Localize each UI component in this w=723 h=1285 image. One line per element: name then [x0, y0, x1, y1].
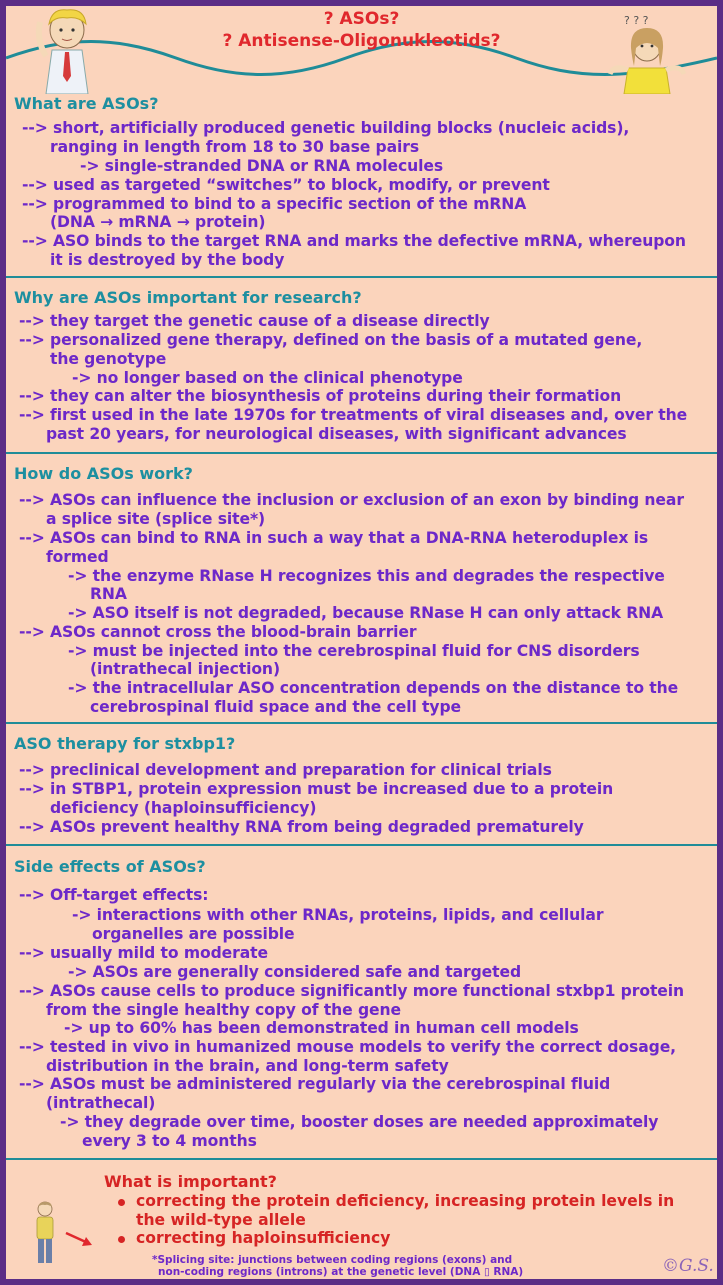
svg-text:? ? ?: ? ? ?: [624, 14, 649, 27]
text-line: --> they can alter the biosynthesis of proteins during their formation: [19, 387, 622, 405]
text-line: --> in STBP1, protein expression must be increased due to a protein: [19, 780, 614, 798]
text-line: --> tested in vivo in humanized mouse models to verify the correct dosage,: [19, 1038, 677, 1056]
text-line: --> first used in the late 1970s for treatments of viral diseases and, over the: [19, 406, 688, 424]
important-bullet-text: correcting haploinsufficiency: [136, 1229, 391, 1247]
text-line: deficiency (haploinsufficiency): [50, 799, 317, 817]
text-line: -> the enzyme RNase H recognizes this and degrades the respective: [68, 567, 665, 585]
text-line: --> usually mild to moderate: [19, 944, 268, 962]
text-line: formed: [46, 548, 109, 566]
text-line: -> no longer based on the clinical phenotype: [72, 369, 463, 387]
section-divider: [6, 452, 717, 454]
text-line: (DNA → mRNA → protein): [50, 213, 266, 231]
text-line: --> ASOs cannot cross the blood-brain barrier: [19, 623, 417, 641]
important-bullet-text: correcting the protein deficiency, increasing protein levels in: [136, 1192, 675, 1210]
important-bullet-text: the wild-type allele: [136, 1211, 306, 1229]
footnote-line: non-coding regions (introns) at the genetic level (DNA ▯ RNA): [158, 1266, 524, 1278]
text-line: every 3 to 4 months: [82, 1132, 257, 1150]
text-line: --> they target the genetic cause of a disease directly: [19, 312, 490, 330]
text-line: -> ASOs are generally considered safe and targeted: [68, 963, 522, 981]
important-heading: What is important?: [104, 1172, 277, 1191]
text-line: --> short, artificially produced genetic building blocks (nucleic acids),: [22, 119, 630, 137]
section-heading-side-effects: Side effects of ASOs?: [14, 857, 206, 876]
text-line: --> ASOs can bind to RNA in such a way that a DNA-RNA heteroduplex is: [19, 529, 649, 547]
bullet-dot: [118, 1199, 125, 1206]
text-line: past 20 years, for neurological diseases, with significant advances: [46, 425, 627, 443]
girl-illustration-icon: [602, 8, 692, 94]
header: [6, 6, 717, 98]
page-title-line2: ? Antisense-Oligonukleotids?: [222, 31, 501, 51]
text-line: --> ASOs must be administered regularly via the cerebrospinal fluid: [19, 1075, 611, 1093]
text-line: -> up to 60% has been demonstrated in human cell models: [64, 1019, 579, 1037]
text-line: -> ASO itself is not degraded, because RNase H can only attack RNA: [68, 604, 664, 622]
text-line: -> the intracellular ASO concentration depends on the distance to the: [68, 679, 679, 697]
infographic-page: [6, 6, 717, 1279]
section-heading-aso-therapy: ASO therapy for stxbp1?: [14, 734, 236, 753]
text-line: -> interactions with other RNAs, proteins, lipids, and cellular: [72, 906, 604, 924]
text-line: -> must be injected into the cerebrospinal fluid for CNS disorders: [68, 642, 640, 660]
text-line: --> ASO binds to the target RNA and marks the defective mRNA, whereupon: [22, 232, 686, 250]
text-line: --> ASOs prevent healthy RNA from being degraded prematurely: [19, 818, 584, 836]
text-line: a splice site (splice site*): [46, 510, 266, 528]
text-line: --> ASOs cause cells to produce significantly more functional stxbp1 protein: [19, 982, 685, 1000]
text-line: --> ASOs can influence the inclusion or exclusion of an exon by binding near: [19, 491, 684, 509]
section-heading-why-important: Why are ASOs important for research?: [14, 288, 362, 307]
section-divider: [6, 276, 717, 278]
text-line: distribution in the brain, and long-term safety: [46, 1057, 449, 1075]
text-line: (intrathecal): [46, 1094, 156, 1112]
text-line: the genotype: [50, 350, 167, 368]
text-line: -> they degrade over time, booster doses are needed approximately: [60, 1113, 659, 1131]
text-line: --> used as targeted “switches” to block, modify, or prevent: [22, 176, 550, 194]
text-line: --> personalized gene therapy, defined on the basis of a mutated gene,: [19, 331, 643, 349]
text-line: from the single healthy copy of the gene: [46, 1001, 401, 1019]
text-line: cerebrospinal fluid space and the cell type: [90, 698, 461, 716]
text-line: ranging in length from 18 to 30 base pairs: [50, 138, 420, 156]
text-line: RNA: [90, 585, 127, 603]
section-heading-how-work: How do ASOs work?: [14, 464, 193, 483]
text-line: organelles are possible: [92, 925, 295, 943]
child-illustration-icon: [30, 1200, 60, 1270]
text-line: (intrathecal injection): [90, 660, 280, 678]
text-line: --> programmed to bind to a specific section of the mRNA: [22, 195, 527, 213]
section-divider: [6, 844, 717, 846]
arrow-right-icon: [64, 1229, 96, 1249]
section-divider: [6, 1158, 717, 1160]
signature: ©G.S.: [662, 1256, 714, 1276]
text-line: -> single-stranded DNA or RNA molecules: [80, 157, 444, 175]
page-title-line1: ? ASOs?: [323, 9, 400, 29]
footnote-line: *Splicing site: junctions between coding regions (exons) and: [152, 1254, 513, 1266]
text-line: it is destroyed by the body: [50, 251, 285, 269]
section-divider: [6, 722, 717, 724]
bullet-dot: [118, 1236, 125, 1243]
section-heading-what-are-asos: What are ASOs?: [14, 94, 159, 113]
text-line: --> preclinical development and preparation for clinical trials: [19, 761, 552, 779]
text-line: --> Off-target effects:: [19, 886, 209, 904]
boy-illustration-icon: [32, 6, 102, 94]
